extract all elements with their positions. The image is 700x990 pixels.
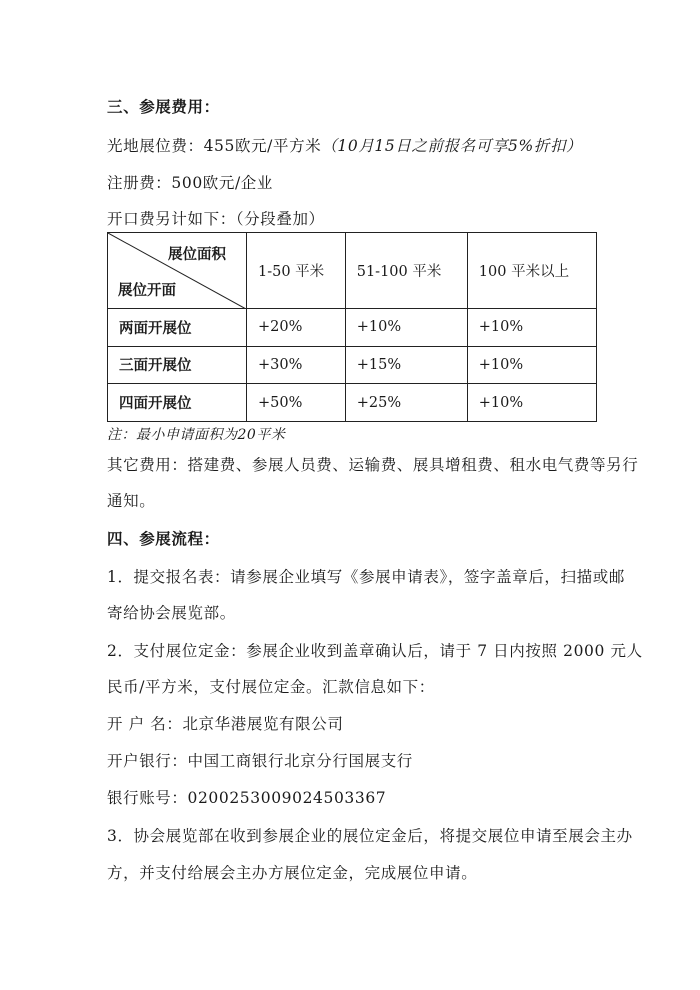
step1-line-1: 1．提交报名表：请参展企业填写《参展申请表》，签字盖章后，扫描或邮 <box>107 568 625 586</box>
booth-fee: 光地展位费：455欧元/平方米 <box>107 137 322 155</box>
table-cell: +30% <box>247 346 346 384</box>
section3-heading: 三、参展费用： <box>107 97 220 116</box>
registration-fee: 注册费：500欧元/企业 <box>107 174 274 192</box>
fee-table-header-row <box>108 233 597 309</box>
step2-line-1: 2．支付展位定金：参展企业收到盖章确认后，请于 7 日内按照 2000 元人 <box>107 642 643 660</box>
booth-fee-discount-note: （10月15日之前报名可享5%折扣） <box>321 137 583 155</box>
table-row <box>108 346 597 384</box>
column-header: 1-50 平米 <box>247 233 346 309</box>
table-cell: +10% <box>467 309 596 347</box>
other-fees-line-2: 通知。 <box>107 492 156 510</box>
account-name: 开 户 名：北京华港展览有限公司 <box>107 715 344 733</box>
row-header: 四面开展位 <box>108 384 247 422</box>
table-cell: +20% <box>247 309 346 347</box>
table-cell: +15% <box>345 346 467 384</box>
corner-label-sides: 展位开面 <box>118 282 176 299</box>
table-cell: +10% <box>467 346 596 384</box>
row-header: 三面开展位 <box>108 346 247 384</box>
corner-label-area: 展位面积 <box>168 246 226 263</box>
fee-table-corner-cell <box>108 233 247 309</box>
table-row <box>108 309 597 347</box>
table-note: 注：最小申请面积为20平米 <box>107 427 286 443</box>
table-cell: +10% <box>467 384 596 422</box>
booth-fee-line <box>107 134 582 156</box>
fee-table <box>107 232 597 422</box>
table-cell: +10% <box>345 309 467 347</box>
table-cell: +25% <box>345 384 467 422</box>
table-row <box>108 384 597 422</box>
section4-heading: 四、参展流程： <box>107 529 220 548</box>
step3-line-2: 方，并支付给展会主办方展位定金，完成展位申请。 <box>107 864 478 882</box>
open-side-fee-intro: 开口费另计如下：（分段叠加） <box>107 210 325 228</box>
column-header: 51-100 平米 <box>345 233 467 309</box>
row-header: 两面开展位 <box>108 309 247 347</box>
bank-name: 开户银行：中国工商银行北京分行国展支行 <box>107 752 413 770</box>
column-header: 100 平米以上 <box>467 233 596 309</box>
other-fees-line-1: 其它费用：搭建费、参展人员费、运输费、展具增租费、租水电气费等另行 <box>107 456 639 474</box>
step2-line-2: 民币/平方米，支付展位定金。汇款信息如下： <box>107 678 435 696</box>
table-cell: +50% <box>247 384 346 422</box>
step3-line-1: 3．协会展览部在收到参展企业的展位定金后，将提交展位申请至展会主办 <box>107 827 633 845</box>
step1-line-2: 寄给协会展览部。 <box>107 604 236 622</box>
account-number: 银行账号：0200253009024503367 <box>107 789 387 807</box>
